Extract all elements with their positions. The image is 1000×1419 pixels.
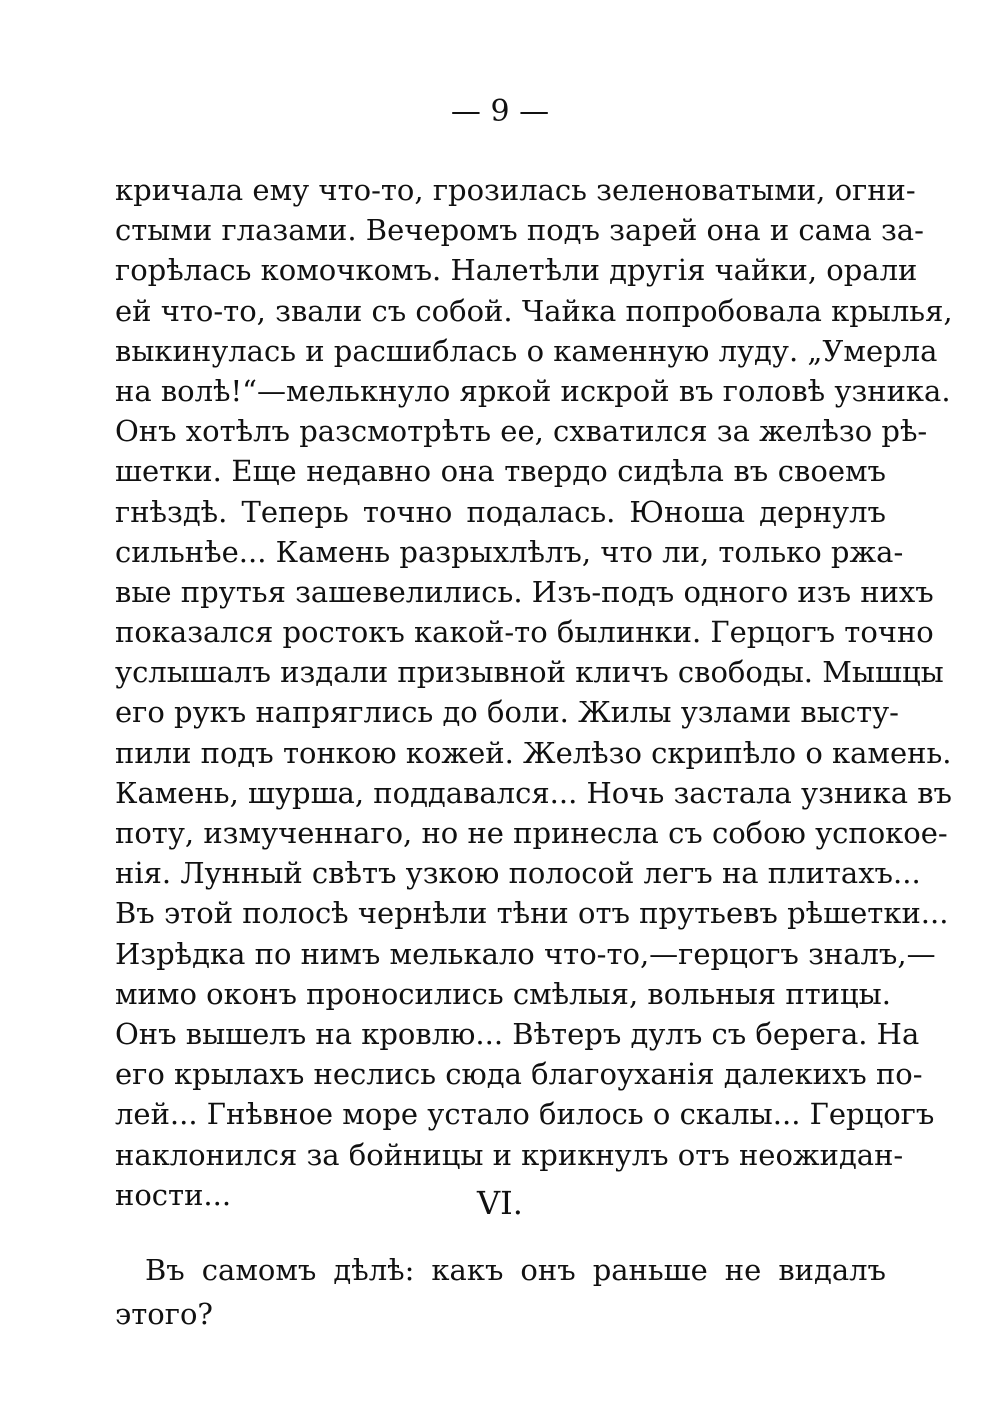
text-line: Въ этой полосѣ чернѣли тѣни отъ прутьевъ рѣшетки... xyxy=(115,896,949,931)
text-line: на волѣ!“—мелькнуло яркой искрой въ головѣ узника. xyxy=(115,373,951,408)
text-line: Въ самомъ дѣлѣ: какъ онъ раньше не видалъ xyxy=(145,1253,886,1287)
text-line: горѣлась комочкомъ. Налетѣли другія чайки, орали xyxy=(115,253,918,288)
text-line: его крылахъ неслись сюда благоуханія далекихъ по- xyxy=(115,1057,923,1092)
text-line: мимо оконъ проносились смѣлыя, вольныя птицы. xyxy=(115,976,891,1011)
page-number: — 9 — xyxy=(450,94,550,129)
text-line: шетки. Еще недавно она твердо сидѣла въ своемъ xyxy=(115,454,886,489)
text-line: сильнѣе... Камень разрыхлѣлъ, что ли, только ржа- xyxy=(115,534,904,569)
text-line: вые прутья зашевелились. Изъ-подъ одного изъ нихъ xyxy=(115,574,934,609)
text-line: услышалъ издали призывной кличъ свободы. Мышцы xyxy=(115,655,944,690)
text-line: Онъ хотѣлъ разсмотрѣть ее, схватился за желѣзо рѣ- xyxy=(115,414,928,449)
text-line: ности... xyxy=(115,1177,232,1212)
text-line: стыми глазами. Вечеромъ подъ зарей она и сама за- xyxy=(115,213,924,248)
text-line: кричала ему что-то, грозилась зеленоватыми, огни- xyxy=(115,173,916,207)
text-line: нія. Лунный свѣтъ узкою полосой легъ на плитахъ... xyxy=(115,856,921,891)
text-line: Онъ вышелъ на кровлю... Вѣтеръ дулъ съ берега. На xyxy=(115,1016,920,1051)
text-line: показался ростокъ какой-то былинки. Герцогъ точно xyxy=(115,615,934,650)
text-line: Камень, шурша, поддавался... Ночь застала узника въ xyxy=(115,775,953,810)
chapter-heading: VI. xyxy=(477,1184,523,1222)
text-line: этого? xyxy=(115,1297,213,1331)
text-line: наклонился за бойницы и крикнулъ отъ неожидан- xyxy=(115,1137,904,1172)
next-paragraph xyxy=(115,1248,886,1336)
text-line: пили подъ тонкою кожей. Желѣзо скрипѣло о камень. xyxy=(115,735,952,770)
main-paragraph xyxy=(115,170,953,1215)
text-line: лей... Гнѣвное море устало билось о скалы... Герцогъ xyxy=(115,1097,935,1132)
text-line: поту, измученнаго, но не принесла съ собою успокое- xyxy=(115,816,948,850)
text-line: его рукъ напряглись до боли. Жилы узлами высту- xyxy=(115,695,899,730)
text-line: ей что-то, звали съ собой. Чайка попробовала крылья, xyxy=(115,293,953,328)
text-line: Изрѣдка по нимъ мелькало что-то,—герцогъ зналъ,— xyxy=(115,936,936,971)
text-line: гнѣздѣ. Теперь точно подалась. Юноша дернулъ xyxy=(115,494,886,529)
text-line: выкинулась и расшиблась о каменную луду. „Умерла xyxy=(115,333,938,368)
